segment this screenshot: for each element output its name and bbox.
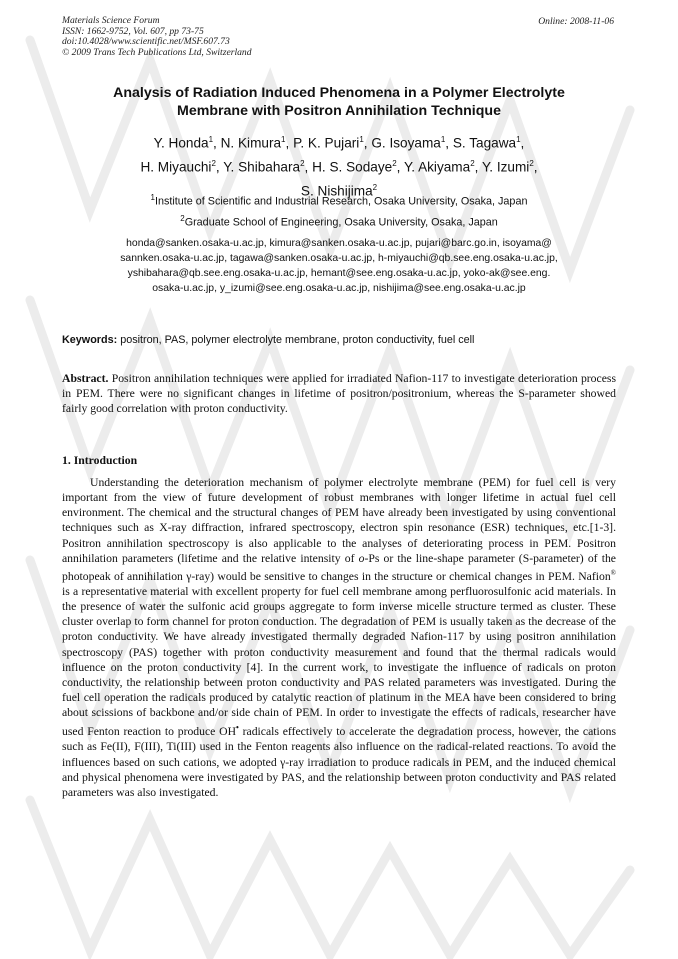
paragraph-text: is a representative material with excellent property for fuel cell membrane among perfluorosulfonic acid materials. In the presence of water the sulfonic acid groups aggregate to form inverse micelle structure termed as cluster. These cluster overlap to form channel for proton conduction. The degradation of PEM is usually taken as the decrease of the proton conductivity. We have already investigated thermally degraded Nafion-117 by using positron annihilation spectroscopy (PAS) together with proton conductivity measurement and found that the thermal radicals would influence on the proton conductivity [4]. In the current work, to investigate the influence of radicals on proton conductivity, the relationship between proton conductivity and PAS related parameters was investigated. During the fuel cell operation the radicals produced by catalytic reaction of platinum in the MEA have been considered to bring about scissions of backbone and/or side chain of PEM. In order to investigate the effects of radicals, researcher have used Fenton reaction to produce OH	[62, 584, 616, 739]
email-line-3: yshibahara@qb.see.eng.osaka-u.ac.jp, hemant@see.eng.osaka-u.ac.jp, yoko-ak@see.eng.	[127, 268, 551, 279]
author-sup: 1	[440, 135, 446, 144]
affiliation-text: Graduate School of Engineering, Osaka University, Osaka, Japan	[184, 216, 498, 229]
author-name: P. K. Pujari	[293, 135, 360, 151]
email-line-2: sannken.osaka-u.ac.jp, tagawa@sanken.osaka-u.ac.jp, h-miyauchi@qb.see.eng.osaka-u.ac.jp,	[120, 253, 558, 264]
journal-name: Materials Science Forum	[62, 15, 160, 26]
doi-line: doi:10.4028/www.scientific.net/MSF.607.73	[62, 36, 230, 48]
author-sup: 1	[516, 135, 521, 144]
author-name: Y. Honda	[153, 135, 209, 151]
email-list	[58, 236, 620, 296]
keywords	[62, 334, 622, 346]
author-sup: 2	[392, 159, 397, 169]
author-sup: 2	[529, 159, 534, 169]
introduction-body	[62, 475, 616, 800]
author-name: S. Tagawa	[452, 135, 517, 151]
introduction-paragraph	[62, 475, 616, 800]
affiliation-sup: 2	[180, 214, 185, 223]
author-sup: 2	[372, 183, 378, 193]
radical-dot: •	[236, 723, 239, 733]
author-list: Y. Honda$^1$, N. Kimura$^1$, P. K. Pujari$^1$, G. Isoyama$^1$, S. Tagawa$^1$, H. Miyauchi$^2$, Y. Shibahara$^2$, H. S. Sodaye$^2$, Y. Akiyama$^2$, Y. Izumi$^2$, S. Nishijima$^2$	[140, 135, 538, 199]
journal-header	[62, 16, 252, 58]
title-line-2: Membrane with Positron Annihilation Technique	[177, 103, 501, 119]
ortho-italic: o	[358, 551, 365, 565]
author-name: H. S. Sodaye	[312, 159, 393, 175]
paper-title	[40, 84, 638, 120]
issn-line: ISSN: 1662-9752, Vol. 607, pp 73-75	[62, 25, 204, 37]
affiliation-sup: 1	[150, 193, 155, 202]
email-line-4: osaka-u.ac.jp, y_izumi@see.eng.osaka-u.ac.jp, nishijima@see.eng.osaka-u.ac.jp	[152, 283, 526, 294]
paragraph-text: Understanding the deterioration mechanism of polymer electrolyte membrane (PEM) for fuel cell is very important from the view of future development of robust membranes with longer lifetime in actual fuel cell environment. The chemical and the structural changes of PEM have already been investigated by using conventional techniques such as X-ray diffraction, infrared spectroscopy, electron spin resonance (ESR) techniques, etc.[1-3]. Positron annihilation spectroscopy is also applicable to the analyses of deteriorating process in PEM. Positron annihilation parameters (lifetime and the relative intensity of	[62, 476, 616, 565]
abstract-text: Positron annihilation techniques were applied for irradiated Nafion-117 to investigate deterioration process in PEM. There were no significant changes in lifetime of positron/positronium, whereas the S-parameter showed fairly good correlation with proton conductivity.	[62, 372, 616, 416]
copyright-line: © 2009 Trans Tech Publications Ltd, Switzerland	[62, 46, 252, 58]
paragraph-text: -Ps or the line-shape parameter (S-parameter) of the photopeak of annihilation γ-ray) would be sensitive to changes in the structure or chemical changes in PEM. Nafion	[62, 551, 616, 583]
author-sup: 2	[300, 159, 305, 169]
author-sup: 1	[208, 135, 214, 144]
email-line-1: honda@sanken.osaka-u.ac.jp, kimura@sanken.osaka-u.ac.jp, pujari@barc.go.in, isoyama@	[126, 238, 552, 249]
author-name: Y. Izumi	[481, 159, 530, 175]
abstract	[62, 371, 616, 417]
keywords-text: positron, PAS, polymer electrolyte membrane, proton conductivity, fuel cell	[117, 334, 475, 346]
author-name: N. Kimura	[220, 135, 282, 151]
author-name: H. Miyauchi	[140, 159, 212, 175]
affiliation-1	[40, 193, 638, 208]
author-sup: 1	[359, 135, 364, 144]
affiliation-text: Institute of Scientific and Industrial Research, Osaka University, Osaka, Japan	[154, 195, 528, 208]
author-name: Y. Akiyama	[403, 159, 471, 175]
section-heading: 1. Introduction	[62, 454, 138, 467]
author-name: Y. Shibahara	[223, 159, 301, 175]
online-date: Online: 2008-11-06	[538, 16, 614, 27]
registered-mark: ®	[610, 568, 616, 577]
author-sup: 1	[281, 135, 286, 144]
abstract-label: Abstract.	[62, 372, 109, 385]
affiliation-2	[40, 214, 638, 229]
author-sup: 2	[470, 159, 475, 169]
paragraph-text: radicals effectively to accelerate the degradation process, however, the cations such as Fe(II), F(III), Ti(III) used in the Fenton reagents also influence on the radical-related reactions. To avoid the influences based on such cations, we adopted γ-ray irradiation to produce radicals in PEM, and the induced chemical and physical phenomena were investigated by PAS, and the relationship between proton conductivity and PAS related parameters was also investigated.	[62, 725, 616, 799]
author-name: S. Nishijima	[300, 183, 373, 199]
title-line-1: Analysis of Radiation Induced Phenomena in a Polymer Electrolyte	[113, 85, 565, 101]
keywords-label: Keywords:	[62, 334, 118, 346]
author-sup: 2	[211, 159, 216, 169]
author-name: G. Isoyama	[371, 135, 441, 151]
